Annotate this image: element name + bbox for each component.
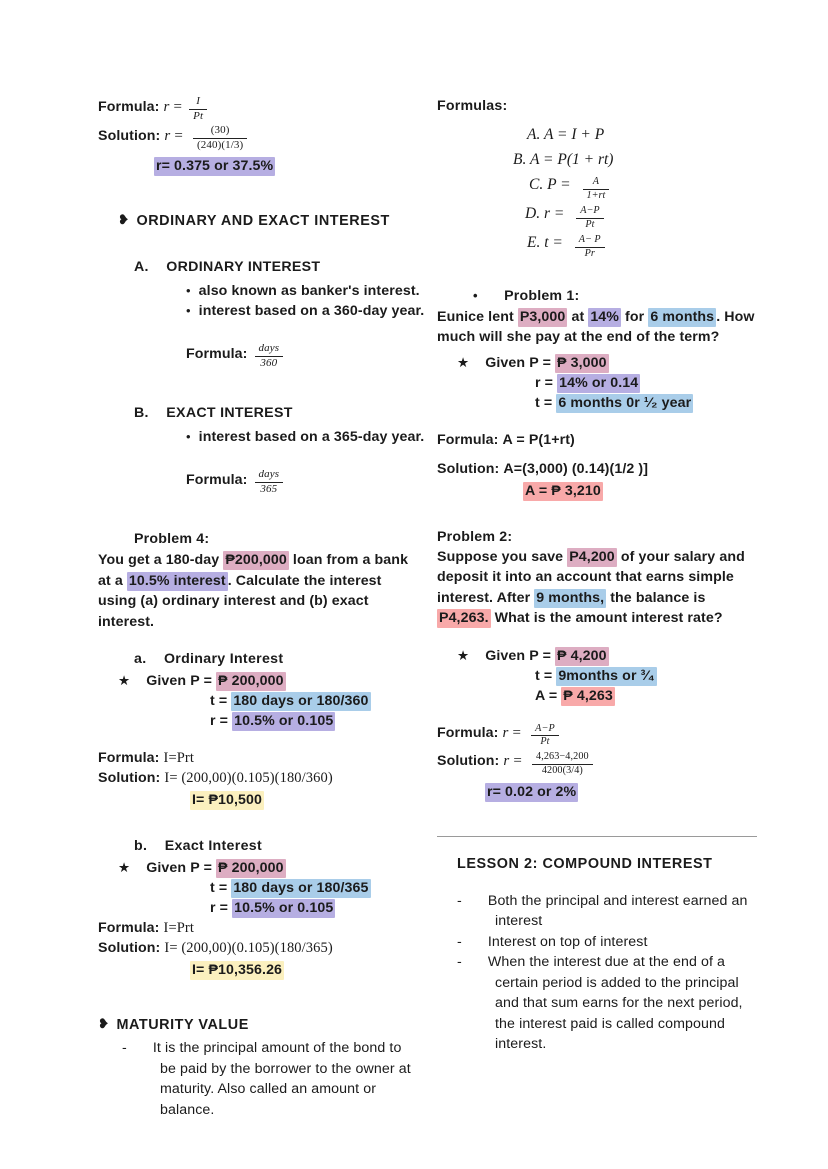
problem4-body-run-0: You get a 180-day: [98, 552, 224, 569]
problem2-formula-row: [437, 723, 757, 749]
problem4-title: Problem 4:: [134, 531, 210, 548]
item-a-bullet-1-text: interest based on a 360-day year.: [198, 303, 425, 320]
problem1-solution-value: A=(3,000) (0.14)(1/2 )]: [503, 460, 649, 477]
formula-item-d-fraction: [576, 206, 603, 230]
problem2-body: [437, 547, 757, 629]
problem2-body-run-1: P4,200: [569, 548, 615, 565]
problem1-body-run-6: . How much will she pay at the end of the term?: [437, 308, 755, 346]
problem1-row-0-value: 14% or 0.14: [559, 374, 639, 391]
problem4-part-a-formula-value: I=Prt: [163, 750, 194, 767]
problem2-formula-equals: =: [512, 724, 522, 741]
problem2-solution-variable: r: [503, 753, 510, 770]
problem2-row-0: [437, 666, 757, 686]
heart-icon: ❥: [98, 1016, 110, 1032]
problem1-body-run-4: for: [621, 308, 649, 325]
problem4-body-run-3: 10.5% interest: [128, 572, 226, 589]
problem4-part-a-solution-value: I= (200,00)(0.105)(180/360): [164, 770, 333, 787]
problem1-solution-row: [437, 459, 757, 479]
lesson2-item-1-text: Interest on top of interest: [487, 933, 648, 950]
item-b-bullet-0-text: interest based on a 365-day year.: [198, 429, 425, 446]
star-icon: ★: [457, 647, 470, 663]
formula-item-c-lhs: P: [547, 176, 557, 193]
formula-item-c-numerator: A: [592, 175, 600, 187]
top-solution-line: [98, 125, 418, 151]
formula-item-e-eq: =: [552, 234, 563, 252]
problem2-body-run-4: the balance is: [606, 589, 706, 606]
problem2-given-value: ₱ 4,200: [557, 647, 607, 664]
problem1-formula-row: [437, 430, 757, 450]
top-solution-numerator: (30): [210, 124, 230, 137]
lesson2-item-0: [437, 891, 757, 932]
problem1-formula-label: Formula:: [437, 431, 499, 448]
top-solution-fraction: [193, 125, 247, 151]
problem2-body-run-5: P4,263.: [439, 610, 489, 627]
formula-item-b-letter: B.: [513, 151, 527, 168]
formula-item-e-fraction: [575, 235, 605, 259]
item-a-bullet-0-text: also known as banker's interest.: [198, 283, 420, 300]
formula-item-a-rhs: I + P: [571, 126, 605, 143]
ordinary-exact-heading: [98, 210, 418, 231]
problem1-answer-row: [437, 481, 757, 501]
lesson2-item-2-text: When the interest due at the end of a certain period is added to the principal and that sum earns for the next period, the interest paid is called compound interest.: [487, 954, 743, 1053]
top-formula-variable: r: [163, 98, 170, 115]
top-formula-line: [98, 96, 418, 122]
item-a-formula-denominator: 360: [255, 356, 284, 370]
problem2-solution-fraction: [532, 752, 593, 776]
problem2-body-run-0: Suppose you save: [437, 548, 568, 565]
problem4-part-a-title-row: [98, 649, 418, 669]
item-a-formula-label: Formula:: [186, 345, 248, 362]
formula-item-b-lhs: A: [529, 151, 540, 168]
problem2-formula-numerator: A−P: [535, 722, 555, 734]
problem4-part-b-solution-label: Solution:: [98, 940, 161, 957]
top-solution-variable: r: [164, 127, 171, 144]
problem1-answer: A = ₱ 3,210: [525, 482, 601, 499]
problem4-part-a-title: Ordinary Interest: [163, 651, 284, 668]
item-a-formula-numerator: days: [258, 342, 280, 355]
maturity-heading-text: MATURITY VALUE: [116, 1017, 249, 1034]
bullet-icon: •: [186, 303, 191, 319]
problem1-body-run-0: Eunice lent: [437, 308, 518, 325]
problem4-part-b-given-label: Given P =: [146, 860, 212, 877]
item-a-title: ORDINARY INTEREST: [166, 259, 321, 276]
problem1-row-1-label: t =: [535, 394, 553, 411]
problem4-part-a-row-0-value: 180 days or 180/360: [233, 693, 369, 710]
problem4-part-a-row-1-value: 10.5% or 0.105: [234, 713, 334, 730]
formula-item-b-rhs: P(1 + rt): [557, 151, 614, 168]
problem1-row-0: [437, 373, 757, 393]
formula-item-a-lhs: A: [543, 126, 554, 143]
formula-item-d-letter: D.: [525, 205, 541, 223]
problem4-part-a-formula-row: [98, 748, 418, 768]
problem2-title: Problem 2:: [437, 528, 513, 545]
top-formula-equals: =: [173, 98, 183, 115]
item-b-formula-label: Formula:: [186, 472, 248, 489]
problem2-given-label: Given P =: [485, 647, 551, 664]
problem1-given-label: Given P =: [485, 354, 551, 371]
problem4-part-a-letter: a.: [134, 651, 147, 668]
problem2-formula-label: Formula:: [437, 724, 499, 741]
formulas-heading: Formulas:: [437, 98, 508, 114]
formula-item-e: [437, 230, 757, 259]
problem1-formula-value: A = P(1+rt): [502, 431, 575, 448]
problem4-part-a-given-row: [98, 671, 418, 691]
formula-item-c-fraction: [583, 177, 610, 201]
item-a-title-row: [98, 257, 418, 277]
top-formula-numerator: I: [196, 95, 201, 107]
formula-item-a: [437, 122, 757, 147]
lesson2-item-0-dash: -: [457, 892, 462, 909]
formula-item-e-lhs: t: [544, 234, 549, 252]
problem4-part-b-formula-value: I=Prt: [163, 920, 194, 937]
top-formula-label: Formula:: [98, 98, 160, 115]
problem4-part-b-solution-value: I= (200,00)(0.105)(180/365): [164, 940, 333, 957]
lesson2-item-1-dash: -: [457, 933, 462, 950]
problem4-part-a-formula-label: Formula:: [98, 750, 160, 767]
formula-item-d-numerator: A−P: [580, 205, 600, 217]
formula-item-c: [437, 172, 757, 201]
item-a-bullet-0: [98, 281, 418, 301]
formula-item-c-letter: C.: [529, 176, 544, 193]
problem2-answer-row: [437, 782, 757, 802]
problem4-part-a-row-0: [98, 691, 418, 711]
problem2-formula-denominator: Pt: [531, 735, 559, 748]
ordinary-exact-heading-text: ORDINARY AND EXACT INTEREST: [136, 213, 390, 230]
problem4-part-b-answer-row: [98, 960, 418, 980]
problem4-part-b-given-row: [98, 858, 418, 878]
problem2-solution-label: Solution:: [437, 753, 500, 770]
formula-item-e-letter: E.: [527, 234, 541, 252]
star-icon: ★: [118, 673, 131, 689]
item-a-letter: A.: [134, 259, 149, 276]
formula-item-d-lhs: r: [543, 205, 550, 223]
formulas-list: [437, 122, 757, 260]
star-icon: ★: [457, 354, 470, 370]
problem4-body: [98, 550, 418, 632]
item-b-formula-fraction: [255, 469, 284, 495]
problem1-given-value: ₱ 3,000: [557, 354, 607, 371]
problem4-part-b-formula-row: [98, 918, 418, 938]
heart-icon: ❥: [118, 212, 130, 228]
lesson2-heading: LESSON 2: COMPOUND INTEREST: [457, 855, 713, 872]
problem1-solution-label: Solution:: [437, 460, 500, 477]
item-b-title: EXACT INTEREST: [166, 405, 293, 422]
problem2-formula-variable: r: [502, 724, 509, 741]
top-solution-denominator: (240)(1/3): [193, 138, 247, 152]
problem2-given-row: [437, 646, 757, 666]
problem2-formula-fraction: [531, 724, 559, 748]
problem4-part-a-solution-label: Solution:: [98, 770, 161, 787]
problem4-part-b-answer: I= ₱10,356.26: [192, 962, 283, 979]
bullet-icon: •: [473, 287, 478, 303]
maturity-body-text: It is the principal amount of the bond to be paid by the borrower to the owner at maturity. Also called an amount or balance.: [152, 1040, 411, 1118]
lesson2-item-2: [437, 952, 757, 1055]
item-b-bullet-0: [98, 427, 425, 447]
formula-item-b: [437, 147, 757, 172]
problem1-given-row: [437, 353, 757, 373]
top-formula-denominator: Pt: [189, 109, 207, 123]
problem2-body-run-6: What is the amount interest rate?: [490, 610, 723, 627]
problem4-part-b-row-0: [98, 878, 418, 898]
problem4-part-b-solution-row: [98, 938, 418, 958]
top-formula-fraction: [189, 96, 207, 122]
top-answer-row: [98, 156, 418, 176]
problem4-part-b-row-1: [98, 898, 418, 918]
formula-item-c-eq: =: [560, 176, 571, 193]
formula-item-b-eq: =: [543, 151, 554, 168]
item-b-formula-denominator: 365: [255, 482, 284, 496]
problem4-body-run-1: ₱200,000: [225, 552, 287, 569]
formula-item-d-denominator: Pt: [576, 218, 603, 231]
problem4-body-run-4: . Calculate the interest using (a) ordinary interest and (b) exact interest.: [98, 572, 382, 630]
maturity-heading: [98, 1014, 418, 1035]
problem1-body-run-1: P3,000: [519, 308, 566, 325]
formula-item-e-numerator: A− P: [578, 234, 601, 246]
problem1-body: [437, 307, 757, 348]
right-column: [437, 96, 757, 1055]
problem4-part-b-row-0-value: 180 days or 180/365: [233, 880, 369, 897]
problem2-solution-row: [437, 751, 757, 777]
problem2-row-0-label: t =: [535, 667, 553, 684]
problem2-solution-denominator: 4200(3/4): [532, 764, 593, 777]
problem2-row-1: [437, 686, 757, 706]
left-column: [98, 95, 425, 1120]
problem4-part-b-title: Exact Interest: [164, 838, 262, 855]
problem2-answer: r= 0.02 or 2%: [487, 783, 577, 800]
formula-item-e-denominator: Pr: [575, 247, 605, 260]
formula-item-a-letter: A.: [527, 126, 541, 143]
formula-item-c-denominator: 1+rt: [583, 189, 610, 202]
problem1-body-run-2: at: [567, 308, 589, 325]
bullet-icon: •: [186, 429, 191, 445]
item-a-bullet-1: [98, 301, 425, 321]
problem1-title-row: [437, 286, 757, 306]
problem4-part-b-row-1-value: 10.5% or 0.105: [234, 900, 334, 917]
problem4-part-a-answer: I= ₱10,500: [192, 792, 263, 809]
formula-item-a-eq: =: [557, 126, 568, 143]
problem4-body-run-2: loan from a bank at a: [98, 552, 409, 589]
problem4-part-a-row-1-label: r =: [210, 713, 229, 730]
problem2-body-run-3: 9 months,: [536, 589, 605, 606]
problem1-title: Problem 1:: [504, 287, 580, 304]
problem4-part-b-given-value: ₱ 200,000: [218, 860, 284, 877]
problem4-part-a-given-label: Given P =: [146, 673, 212, 690]
formula-item-d-eq: =: [553, 205, 565, 223]
problem2-body-run-2: of your salary and deposit it into an account that earns simple interest. After: [437, 548, 745, 606]
problem1-row-1-value: 6 months 0r ¹⁄₂ year: [558, 394, 692, 411]
problem4-part-a-solution-row: [98, 768, 418, 788]
item-b-formula-numerator: days: [258, 468, 280, 481]
problem1-body-run-5: 6 months: [650, 308, 715, 325]
problem4-part-b-title-row: [98, 836, 418, 856]
star-icon: ★: [118, 860, 131, 876]
problem4-part-b-row-0-label: t =: [210, 880, 228, 897]
top-answer-highlight: r= 0.375 or 37.5%: [156, 158, 274, 175]
item-b-title-row: [98, 403, 418, 423]
bullet-icon: •: [186, 283, 191, 299]
problem4-part-a-answer-row: [98, 790, 418, 810]
problem2-row-1-value: ₱ 4,263: [563, 687, 613, 704]
problem4-part-b-letter: b.: [134, 838, 148, 855]
maturity-body-row: [98, 1038, 418, 1120]
formula-item-d: [437, 201, 757, 230]
problem2-row-1-label: A =: [535, 687, 558, 704]
item-a-formula-row: [98, 343, 418, 369]
problem2-solution-numerator: 4,263−4,200: [536, 751, 589, 763]
lesson2-item-1: [437, 932, 757, 953]
top-solution-equals: =: [174, 127, 183, 144]
problem2-solution-equals: =: [513, 753, 522, 770]
problem4-part-b-formula-label: Formula:: [98, 920, 160, 937]
problem1-row-1: [437, 393, 757, 413]
problem4-part-a-row-0-label: t =: [210, 693, 228, 710]
top-solution-label: Solution:: [98, 127, 161, 144]
item-b-formula-row: [98, 469, 418, 495]
lesson2-item-0-text: Both the principal and interest earned an interest: [487, 892, 748, 930]
problem1-body-run-3: 14%: [590, 308, 620, 325]
problem4-part-a-row-1: [98, 711, 418, 731]
problem1-row-0-label: r =: [535, 374, 554, 391]
maturity-dash: -: [122, 1040, 127, 1057]
top-solution-block: [98, 96, 418, 176]
problem4-part-b-row-1-label: r =: [210, 900, 229, 917]
lesson2-item-2-dash: -: [457, 954, 462, 971]
problem4-part-a-given-value: ₱ 200,000: [218, 673, 284, 690]
item-a-formula-fraction: [255, 343, 284, 369]
item-b-letter: B.: [134, 405, 149, 422]
problem2-row-0-value: 9months or ³⁄₄: [558, 667, 655, 684]
